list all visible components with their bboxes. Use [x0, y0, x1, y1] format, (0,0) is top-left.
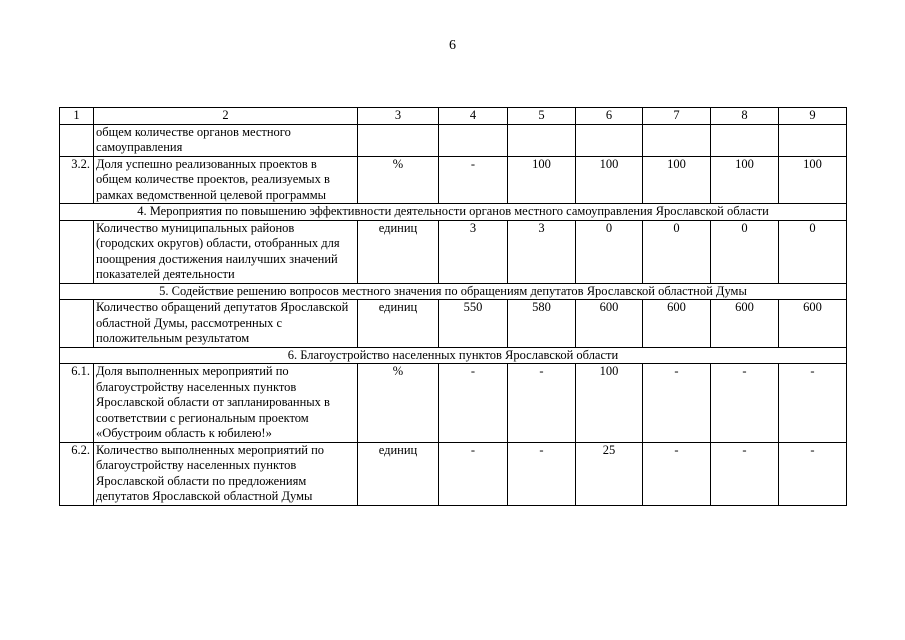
- value-cell: 100: [576, 364, 643, 443]
- header-cell-2: 2: [94, 108, 358, 125]
- header-cell-5: 5: [508, 108, 576, 125]
- value-cell: 550: [439, 300, 508, 348]
- value-cell: -: [508, 442, 576, 505]
- value-cell: -: [711, 442, 779, 505]
- row-number: [60, 124, 94, 156]
- row-number: [60, 300, 94, 348]
- unit-cell: единиц: [358, 300, 439, 348]
- value-cell: [508, 124, 576, 156]
- value-cell: 0: [779, 220, 847, 283]
- value-cell: 0: [711, 220, 779, 283]
- table-row: [60, 364, 847, 443]
- value-cell: 0: [576, 220, 643, 283]
- indicator-name: Доля успешно реализованных проектов в общем количестве проектов, реализуемых в рамках ведомственной целевой программы: [94, 156, 358, 204]
- row-number: [60, 220, 94, 283]
- unit-cell: единиц: [358, 220, 439, 283]
- value-cell: [643, 124, 711, 156]
- value-cell: -: [643, 364, 711, 443]
- value-cell: -: [779, 364, 847, 443]
- value-cell: [439, 124, 508, 156]
- value-cell: 600: [643, 300, 711, 348]
- table-row: [60, 442, 847, 505]
- header-cell-9: 9: [779, 108, 847, 125]
- indicator-name: Доля выполненных мероприятий по благоустройству населенных пунктов Ярославской области от запланированных в соответствии с региональным проектом «Обустроим область к юбилею!»: [94, 364, 358, 443]
- unit-cell: %: [358, 156, 439, 204]
- value-cell: 100: [508, 156, 576, 204]
- value-cell: 600: [711, 300, 779, 348]
- value-cell: [576, 124, 643, 156]
- row-number: 3.2.: [60, 156, 94, 204]
- table-row: [60, 220, 847, 283]
- row-number: 6.2.: [60, 442, 94, 505]
- value-cell: -: [439, 364, 508, 443]
- unit-cell: [358, 124, 439, 156]
- value-cell: 25: [576, 442, 643, 505]
- table-row: [60, 300, 847, 348]
- value-cell: 100: [779, 156, 847, 204]
- header-cell-8: 8: [711, 108, 779, 125]
- section-row: [60, 347, 847, 364]
- indicator-name: Количество муниципальных районов (городских округов) области, отобранных для поощрения достижения наилучших значений показателей деятельности: [94, 220, 358, 283]
- header-cell-7: 7: [643, 108, 711, 125]
- value-cell: 100: [711, 156, 779, 204]
- value-cell: [779, 124, 847, 156]
- section-title: 5. Содействие решению вопросов местного значения по обращениям депутатов Ярославской областной Думы: [60, 283, 847, 300]
- section-row: [60, 204, 847, 221]
- indicator-name: общем количестве органов местного самоуправления: [94, 124, 358, 156]
- value-cell: 600: [576, 300, 643, 348]
- table-row: [60, 156, 847, 204]
- value-cell: 3: [508, 220, 576, 283]
- value-cell: -: [439, 156, 508, 204]
- unit-cell: единиц: [358, 442, 439, 505]
- value-cell: 3: [439, 220, 508, 283]
- value-cell: -: [643, 442, 711, 505]
- value-cell: 580: [508, 300, 576, 348]
- section-title: 4. Мероприятия по повышению эффективности деятельности органов местного самоуправления Ярославской области: [60, 204, 847, 221]
- section-title: 6. Благоустройство населенных пунктов Ярославской области: [60, 347, 847, 364]
- value-cell: 100: [643, 156, 711, 204]
- header-cell-6: 6: [576, 108, 643, 125]
- value-cell: 100: [576, 156, 643, 204]
- indicator-name: Количество обращений депутатов Ярославской областной Думы, рассмотренных с положительным результатом: [94, 300, 358, 348]
- value-cell: -: [439, 442, 508, 505]
- indicators-table: [59, 107, 847, 506]
- value-cell: -: [711, 364, 779, 443]
- header-cell-3: 3: [358, 108, 439, 125]
- row-number: 6.1.: [60, 364, 94, 443]
- table-row: [60, 124, 847, 156]
- value-cell: -: [779, 442, 847, 505]
- section-row: [60, 283, 847, 300]
- header-cell-1: 1: [60, 108, 94, 125]
- value-cell: -: [508, 364, 576, 443]
- value-cell: 600: [779, 300, 847, 348]
- indicator-name: Количество выполненных мероприятий по благоустройству населенных пунктов Ярославской области по предложениям депутатов Ярославской областной Думы: [94, 442, 358, 505]
- header-cell-4: 4: [439, 108, 508, 125]
- unit-cell: %: [358, 364, 439, 443]
- value-cell: [711, 124, 779, 156]
- header-row: [60, 108, 847, 125]
- page-number: 6: [449, 38, 456, 53]
- value-cell: 0: [643, 220, 711, 283]
